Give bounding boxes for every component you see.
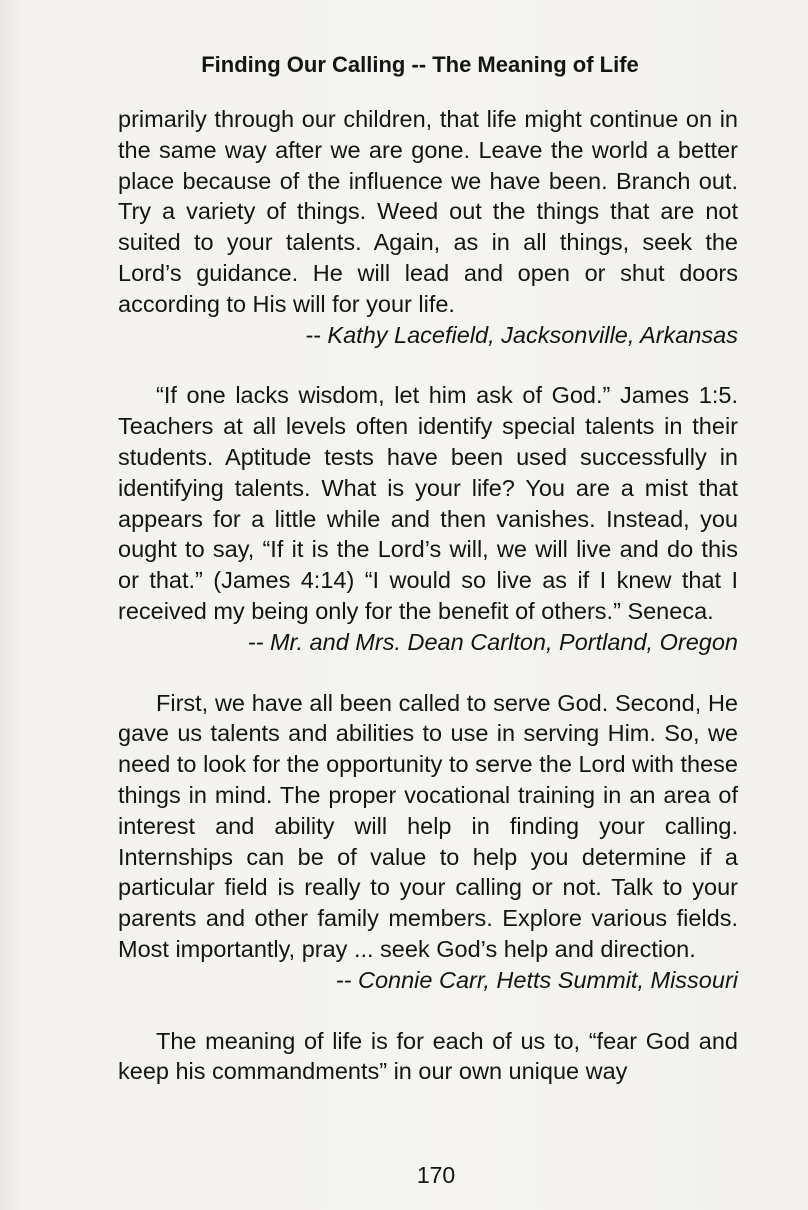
- paragraph-gap: [118, 658, 738, 688]
- page-number: 170: [416, 1162, 456, 1188]
- entry-1-text: primarily through our children, that life might continue on in the same way after we are gone. Leave the world a better place because of the influence we have been. Branch out. Try a variety of things. Weed out the things that are not suited to your talents. Again, as in all things, seek the Lord’s guidance. He will lead and open or shut doors according to His will for your life.: [118, 106, 738, 317]
- entry-3-attribution: -- Connie Carr, Hetts Summit, Missouri: [335, 966, 738, 993]
- entry-1-attribution: -- Kathy Lacefield, Jacksonville, Arkansas: [305, 321, 738, 348]
- paragraph-gap: [118, 350, 738, 380]
- entry-3-text: First, we have all been called to serve God. Second, He gave us talents and abilities to use in serving Him. So, we need to look for the opportunity to serve the Lord with these things in mind. The proper vocational training in an area of interest and ability will help in finding your calling. Internships can be of value to help you determine if a particular field is really to your calling or not. Talk to your parents and other family members. Explore various fields. Most importantly, pray ... seek God’s help and direction.: [118, 689, 738, 962]
- body-text: [118, 104, 738, 1087]
- running-head-title: Finding Our Calling -- The Meaning of Life: [201, 52, 639, 77]
- entry-2-attribution: -- Mr. and Mrs. Dean Carlton, Portland, Oregon: [247, 628, 738, 655]
- paragraph-gap: [118, 996, 738, 1026]
- entry-2-text: “If one lacks wisdom, let him ask of God.” James 1:5. Teachers at all levels often identify special talents in their students. Aptitude tests have been used successfully in identifying talents. What is your life? You are a mist that appears for a little while and then vanishes. Instead, you ought to say, “If it is the Lord’s will, we will live and do this or that.” (James 4:14) “I would so live as if I knew that I received my being only for the benefit of others.” Seneca.: [118, 382, 738, 624]
- entry-4-text: The meaning of life is for each of us to, “fear God and keep his commandments” in our own unique way: [118, 1027, 738, 1085]
